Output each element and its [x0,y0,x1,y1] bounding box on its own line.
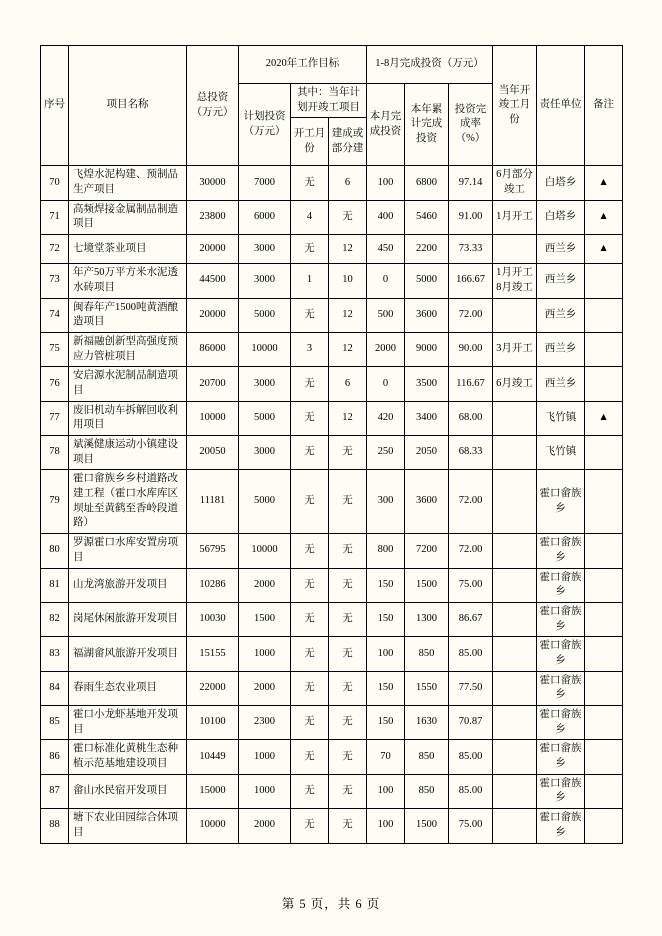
table-row [41,298,623,332]
cell-built: 无 [329,436,367,470]
cell-built: 无 [329,602,367,636]
cell-ocm [493,470,537,534]
cell-name: 罗源霍口水库安置房项目 [69,534,187,568]
cell-cum-inv: 850 [405,637,449,671]
cell-ocm: 6月部分竣工 [493,166,537,200]
cell-note: ▲ [585,200,623,234]
cell-note [585,298,623,332]
cell-seq: 82 [41,602,69,636]
cell-planned: 3000 [239,436,291,470]
table-row [41,436,623,470]
cell-planned: 10000 [239,332,291,366]
cell-rate: 68.00 [449,401,493,435]
cell-planned: 10000 [239,534,291,568]
cell-rate: 90.00 [449,332,493,366]
cell-month-inv: 150 [367,568,405,602]
cell-ocm [493,706,537,740]
cell-rate: 75.00 [449,568,493,602]
cell-seq: 84 [41,671,69,705]
table-row [41,706,623,740]
cell-built: 无 [329,774,367,808]
header-row-1 [41,46,623,84]
header-seq: 序号 [41,46,69,166]
cell-rate: 75.00 [449,809,493,843]
cell-built: 12 [329,235,367,264]
cell-total: 22000 [187,671,239,705]
cell-unit: 白塔乡 [537,166,585,200]
cell-cum-inv: 3500 [405,367,449,401]
cell-seq: 86 [41,740,69,774]
cell-seq: 77 [41,401,69,435]
cell-month-inv: 100 [367,637,405,671]
cell-seq: 88 [41,809,69,843]
cell-month-inv: 150 [367,706,405,740]
cell-rate: 70.87 [449,706,493,740]
cell-planned: 2300 [239,706,291,740]
cell-seq: 78 [41,436,69,470]
cell-rate: 73.33 [449,235,493,264]
cell-month-inv: 150 [367,671,405,705]
cell-total: 30000 [187,166,239,200]
cell-name: 塘下农业田园综合体项目 [69,809,187,843]
cell-month-inv: 400 [367,200,405,234]
cell-cum-inv: 2200 [405,235,449,264]
cell-built: 12 [329,332,367,366]
cell-seq: 81 [41,568,69,602]
cell-unit: 霍口畲族乡 [537,706,585,740]
cell-unit: 西兰乡 [537,235,585,264]
cell-name: 春雨生态农业项目 [69,671,187,705]
cell-built: 无 [329,809,367,843]
cell-total: 10100 [187,706,239,740]
cell-rate: 86.67 [449,602,493,636]
cell-month-inv: 150 [367,602,405,636]
cell-ocm [493,602,537,636]
cell-ocm: 6月竣工 [493,367,537,401]
cell-name: 安启源水泥制品制造项目 [69,367,187,401]
cell-start-month: 无 [291,637,329,671]
cell-start-month: 无 [291,298,329,332]
cell-note [585,332,623,366]
cell-cum-inv: 3600 [405,298,449,332]
cell-month-inv: 100 [367,809,405,843]
cell-total: 15000 [187,774,239,808]
cell-unit: 霍口畲族乡 [537,740,585,774]
cell-rate: 72.00 [449,298,493,332]
cell-start-month: 无 [291,809,329,843]
cell-built: 无 [329,470,367,534]
header-jan-aug-completed: 1-8月完成投资（万元） [367,46,493,84]
cell-cum-inv: 3600 [405,470,449,534]
cell-note [585,602,623,636]
cell-planned: 1000 [239,637,291,671]
cell-total: 44500 [187,264,239,298]
cell-unit: 霍口畲族乡 [537,809,585,843]
cell-month-inv: 70 [367,740,405,774]
cell-planned: 2000 [239,671,291,705]
cell-ocm [493,774,537,808]
cell-built: 无 [329,637,367,671]
cell-cum-inv: 850 [405,740,449,774]
cell-ocm [493,298,537,332]
cell-unit: 飞竹镇 [537,401,585,435]
cell-unit: 霍口畲族乡 [537,637,585,671]
cell-start-month: 无 [291,534,329,568]
cell-cum-inv: 1300 [405,602,449,636]
cell-note: ▲ [585,401,623,435]
cell-note [585,637,623,671]
cell-note [585,706,623,740]
cell-unit: 西兰乡 [537,367,585,401]
cell-note [585,367,623,401]
cell-seq: 74 [41,298,69,332]
cell-name: 霍口畲族乡乡村道路改建工程（霍口水库库区坝址至黄鹤至香岭段道路） [69,470,187,534]
cell-ocm [493,740,537,774]
cell-note: ▲ [585,166,623,200]
cell-name: 年产50万平方米水泥透水砖项目 [69,264,187,298]
cell-total: 11181 [187,470,239,534]
cell-cum-inv: 6800 [405,166,449,200]
cell-built: 6 [329,166,367,200]
cell-planned: 5000 [239,470,291,534]
header-project-name: 项目名称 [69,46,187,166]
cell-planned: 2000 [239,809,291,843]
cell-name: 山龙湾旅游开发项目 [69,568,187,602]
cell-unit: 霍口畲族乡 [537,534,585,568]
cell-seq: 85 [41,706,69,740]
cell-cum-inv: 850 [405,774,449,808]
cell-planned: 7000 [239,166,291,200]
cell-name: 畲山水民宿开发项目 [69,774,187,808]
cell-built: 无 [329,534,367,568]
cell-total: 20000 [187,298,239,332]
table-row [41,401,623,435]
cell-name: 霍口标准化黄桃生态种植示范基地建设项目 [69,740,187,774]
header-month-completed: 本月完成投资 [367,84,405,166]
cell-note: ▲ [585,235,623,264]
cell-ocm: 3月开工 [493,332,537,366]
cell-name: 废旧机动车拆解回收利用项目 [69,401,187,435]
projects-table [40,45,623,844]
cell-note [585,671,623,705]
cell-total: 56795 [187,534,239,568]
cell-planned: 3000 [239,264,291,298]
cell-name: 飞煌水泥构建、预制品生产项目 [69,166,187,200]
cell-built: 无 [329,200,367,234]
cell-note [585,534,623,568]
cell-month-inv: 250 [367,436,405,470]
cell-rate: 85.00 [449,740,493,774]
table-row [41,671,623,705]
cell-total: 10030 [187,602,239,636]
page-footer: 第 5 页，共 6 页 [281,897,381,911]
cell-start-month: 无 [291,235,329,264]
cell-name: 新福融创新型高强度预应力管桩项目 [69,332,187,366]
cell-start-month: 无 [291,436,329,470]
cell-ocm [493,809,537,843]
table-row [41,740,623,774]
cell-seq: 87 [41,774,69,808]
cell-built: 无 [329,706,367,740]
cell-cum-inv: 5000 [405,264,449,298]
cell-ocm [493,671,537,705]
cell-planned: 1500 [239,602,291,636]
cell-total: 23800 [187,200,239,234]
cell-built: 无 [329,671,367,705]
cell-cum-inv: 1630 [405,706,449,740]
cell-name: 福湖畲风旅游开发项目 [69,637,187,671]
cell-rate: 116.67 [449,367,493,401]
cell-seq: 73 [41,264,69,298]
cell-rate: 166.67 [449,264,493,298]
cell-cum-inv: 2050 [405,436,449,470]
cell-total: 86000 [187,332,239,366]
cell-name: 霍口小龙虾基地开发项目 [69,706,187,740]
cell-rate: 68.33 [449,436,493,470]
cell-seq: 70 [41,166,69,200]
table-row [41,332,623,366]
cell-built: 无 [329,568,367,602]
cell-seq: 83 [41,637,69,671]
cell-unit: 飞竹镇 [537,436,585,470]
cell-ocm: 1月开工 [493,200,537,234]
header-among-note: 其中：当年计划开竣工项目 [291,84,367,118]
cell-name: 七境堂茶业项目 [69,235,187,264]
cell-note [585,436,623,470]
header-year-cumulative: 本年累计完成投资 [405,84,449,166]
cell-note [585,568,623,602]
cell-rate: 77.50 [449,671,493,705]
cell-note [585,264,623,298]
cell-ocm: 1月开工8月竣工 [493,264,537,298]
cell-month-inv: 2000 [367,332,405,366]
cell-cum-inv: 1550 [405,671,449,705]
cell-start-month: 4 [291,200,329,234]
table-row [41,235,623,264]
cell-total: 20700 [187,367,239,401]
cell-total: 10286 [187,568,239,602]
cell-planned: 3000 [239,367,291,401]
table-row [41,470,623,534]
cell-cum-inv: 1500 [405,809,449,843]
cell-ocm [493,568,537,602]
table-row [41,774,623,808]
cell-built: 12 [329,401,367,435]
cell-ocm [493,401,537,435]
cell-cum-inv: 7200 [405,534,449,568]
table-row [41,602,623,636]
cell-month-inv: 500 [367,298,405,332]
table-row [41,367,623,401]
cell-start-month: 无 [291,602,329,636]
cell-start-month: 无 [291,401,329,435]
cell-name: 闽春年产1500吨黄酒酿造项目 [69,298,187,332]
cell-rate: 97.14 [449,166,493,200]
cell-planned: 5000 [239,298,291,332]
cell-ocm [493,534,537,568]
table-body [41,166,623,843]
cell-unit: 霍口畲族乡 [537,671,585,705]
cell-ocm [493,637,537,671]
cell-name: 斌溪健康运动小镇建设项目 [69,436,187,470]
cell-ocm [493,436,537,470]
cell-start-month: 无 [291,367,329,401]
header-planned-investment: 计划投资（万元） [239,84,291,166]
cell-built: 6 [329,367,367,401]
cell-built: 无 [329,740,367,774]
cell-start-month: 无 [291,671,329,705]
cell-seq: 71 [41,200,69,234]
cell-rate: 85.00 [449,637,493,671]
cell-cum-inv: 5460 [405,200,449,234]
cell-planned: 6000 [239,200,291,234]
table-row [41,264,623,298]
table-row [41,200,623,234]
cell-ocm [493,235,537,264]
cell-month-inv: 0 [367,367,405,401]
table-row [41,809,623,843]
header-start-month: 开工月份 [291,118,329,166]
header-remark: 备注 [585,46,623,166]
cell-month-inv: 800 [367,534,405,568]
cell-month-inv: 300 [367,470,405,534]
cell-seq: 80 [41,534,69,568]
header-built-or-partial: 建成或部分建 [329,118,367,166]
cell-total: 10000 [187,809,239,843]
cell-unit: 霍口畲族乡 [537,568,585,602]
cell-planned: 5000 [239,401,291,435]
cell-month-inv: 100 [367,166,405,200]
header-2020-targets: 2020年工作目标 [239,46,367,84]
cell-rate: 85.00 [449,774,493,808]
cell-start-month: 无 [291,166,329,200]
cell-name: 岗尾休闲旅游开发项目 [69,602,187,636]
cell-total: 20000 [187,235,239,264]
cell-unit: 霍口畲族乡 [537,774,585,808]
cell-start-month: 1 [291,264,329,298]
cell-unit: 霍口畲族乡 [537,602,585,636]
cell-month-inv: 450 [367,235,405,264]
cell-rate: 72.00 [449,534,493,568]
cell-planned: 2000 [239,568,291,602]
cell-total: 10449 [187,740,239,774]
cell-total: 15155 [187,637,239,671]
cell-seq: 76 [41,367,69,401]
cell-total: 20050 [187,436,239,470]
cell-start-month: 3 [291,332,329,366]
cell-note [585,809,623,843]
cell-planned: 3000 [239,235,291,264]
header-responsible-unit: 责任单位 [537,46,585,166]
cell-planned: 1000 [239,774,291,808]
cell-start-month: 无 [291,568,329,602]
table-row [41,166,623,200]
cell-built: 12 [329,298,367,332]
cell-start-month: 无 [291,740,329,774]
header-total-investment: 总投资（万元） [187,46,239,166]
cell-rate: 72.00 [449,470,493,534]
header-current-year-month: 当年开竣工月份 [493,46,537,166]
table-row [41,534,623,568]
cell-note [585,740,623,774]
cell-note [585,774,623,808]
table-row [41,637,623,671]
cell-start-month: 无 [291,470,329,534]
cell-unit: 西兰乡 [537,332,585,366]
cell-rate: 91.00 [449,200,493,234]
cell-month-inv: 100 [367,774,405,808]
cell-unit: 白塔乡 [537,200,585,234]
cell-note [585,470,623,534]
cell-start-month: 无 [291,774,329,808]
cell-seq: 72 [41,235,69,264]
cell-cum-inv: 9000 [405,332,449,366]
cell-total: 10000 [187,401,239,435]
cell-seq: 75 [41,332,69,366]
cell-unit: 西兰乡 [537,264,585,298]
cell-unit: 西兰乡 [537,298,585,332]
table-header [41,46,623,166]
cell-planned: 1000 [239,740,291,774]
cell-unit: 霍口畲族乡 [537,470,585,534]
cell-cum-inv: 1500 [405,568,449,602]
cell-cum-inv: 3400 [405,401,449,435]
cell-built: 10 [329,264,367,298]
cell-month-inv: 420 [367,401,405,435]
cell-seq: 79 [41,470,69,534]
header-completion-rate: 投资完成率（%） [449,84,493,166]
cell-month-inv: 0 [367,264,405,298]
cell-start-month: 无 [291,706,329,740]
cell-name: 高频焊接金属制品制造项目 [69,200,187,234]
table-row [41,568,623,602]
